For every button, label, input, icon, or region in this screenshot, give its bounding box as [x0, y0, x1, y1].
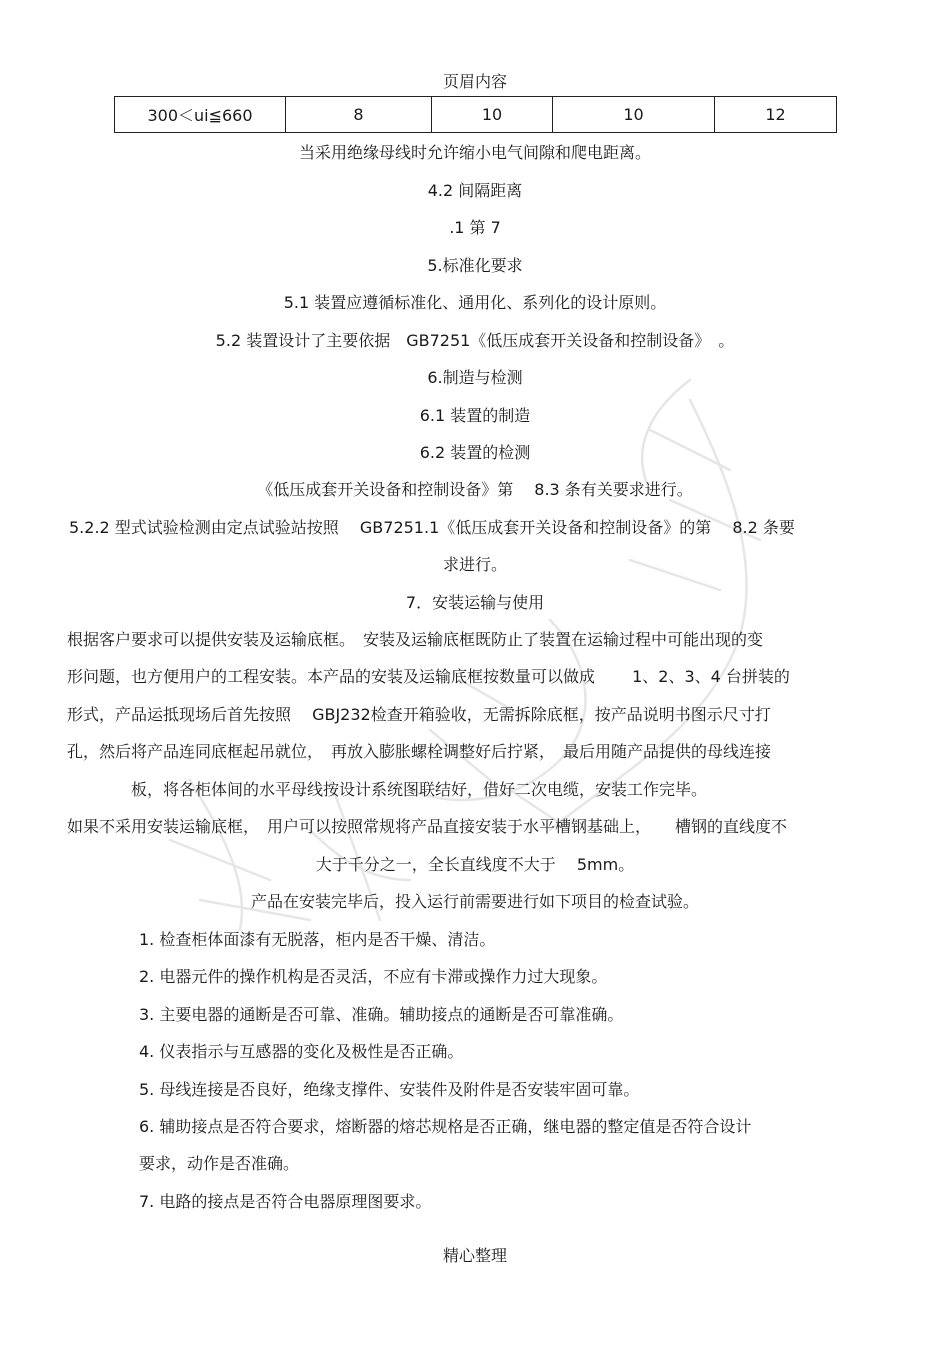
section-heading: 5.标准化要求	[427, 256, 523, 275]
paragraph-line: 大于千分之一，全长直线度不大于 5mm。	[315, 855, 635, 874]
paragraph-line: 根据客户要求可以提供安装及运输底框。 安装及运输底框既防止了装置在运输过程中可能出现的变	[67, 630, 764, 649]
page-footer: 精心整理	[442, 1246, 507, 1265]
section-heading: 6.2 装置的检测	[419, 443, 531, 462]
list-item: 7. 电路的接点是否符合电器原理图要求。	[139, 1192, 432, 1211]
table-cell: 10	[432, 97, 553, 133]
section-heading: 6.制造与检测	[427, 368, 523, 387]
paragraph-line: 求进行。	[442, 555, 507, 574]
section-heading: 7．安装运输与使用	[405, 593, 545, 612]
paragraph-line: 《低压成套开关设备和控制设备》第 8.3 条有关要求进行。	[257, 480, 693, 499]
table-cell: 12	[715, 97, 837, 133]
paragraph-line: 形式，产品运抵现场后首先按照 GBJ232检查开箱验收，无需拆除底框，按产品说明书图示尺寸打	[67, 705, 771, 724]
paragraph-line: 5.2 装置设计了主要依据 GB7251《低压成套开关设备和控制设备》 。	[215, 331, 735, 350]
list-item: 要求，动作是否准确。	[139, 1154, 300, 1173]
table-row	[115, 97, 837, 133]
list-item: 5. 母线连接是否良好，绝缘支撑件、安装件及附件是否安装牢固可靠。	[139, 1080, 640, 1099]
spec-table	[114, 96, 837, 133]
list-item: 1. 检查柜体面漆有无脱落，柜内是否干燥、清洁。	[139, 930, 496, 949]
paragraph-line: 形问题，也方便用户的工程安装。本产品的安装及运输底框按数量可以做成 1、2、3、4 台拼装的	[67, 667, 790, 686]
section-heading: 6.1 装置的制造	[419, 406, 531, 425]
list-item: 2. 电器元件的操作机构是否灵活，不应有卡滞或操作力过大现象。	[139, 967, 608, 986]
table-cell: 8	[286, 97, 432, 133]
list-item: 3. 主要电器的通断是否可靠、准确。辅助接点的通断是否可靠准确。	[139, 1005, 624, 1024]
paragraph-line: 孔，然后将产品连同底框起吊就位， 再放入膨胀螺栓调整好后拧紧， 最后用随产品提供的母线连接	[67, 742, 772, 761]
clearance-note: 当采用绝缘母线时允许缩小电气间隙和爬电距离。	[298, 143, 651, 162]
page-header: 页眉内容	[442, 72, 507, 91]
table-cell: 300＜ui≦660	[115, 97, 286, 133]
section-heading: .1 第 7	[449, 218, 501, 237]
table-cell: 10	[553, 97, 715, 133]
section-heading: 4.2 间隔距离	[427, 181, 523, 200]
paragraph-line: 如果不采用安装运输底框， 用户可以按照常规将产品直接安装于水平槽钢基础上， 槽钢的直线度不	[67, 817, 788, 836]
paragraph-line: 板，将各柜体间的水平母线按设计系统图联结好，借好二次电缆，安装工作完毕。	[131, 780, 708, 799]
list-item: 6. 辅助接点是否符合要求，熔断器的熔芯规格是否正确，继电器的整定值是否符合设计	[139, 1117, 752, 1136]
paragraph-line: 5.2.2 型式试验检测由定点试验站按照 GB7251.1《低压成套开关设备和控制设备》的第 8.2 条要	[69, 518, 795, 537]
paragraph-line: 5.1 装置应遵循标准化、通用化、系列化的设计原则。	[283, 293, 667, 312]
list-item: 4. 仪表指示与互感器的变化及极性是否正确。	[139, 1042, 464, 1061]
paragraph-line: 产品在安装完毕后，投入运行前需要进行如下项目的检查试验。	[250, 892, 699, 911]
